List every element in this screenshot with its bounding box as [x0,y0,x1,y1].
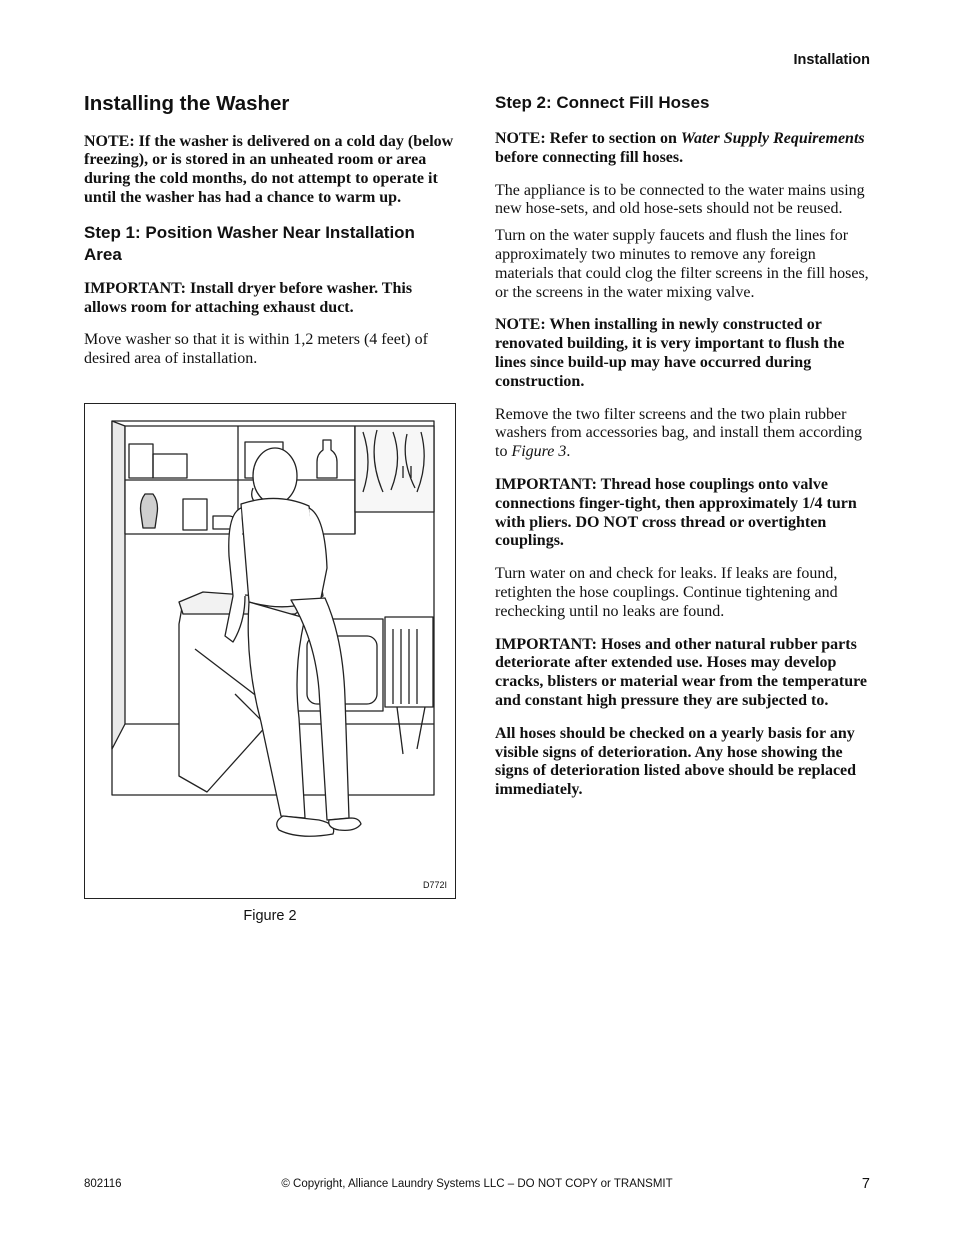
step2-heading: Step 2: Connect Fill Hoses [495,93,710,112]
copyright-notice: © Copyright, Alliance Laundry Systems LLC – DO NOT COPY or TRANSMIT [281,1178,673,1190]
new-building-note: NOTE: When installing in newly constructed or renovated building, it is very important to flush the lines since build-up may have occurred during construction. [495,316,845,390]
page-number: 7 [861,1176,870,1192]
move-washer-text: Move washer so that it is within 1,2 meters (4 feet) of desired area of installation. [84,331,428,368]
thread-couplings-important: IMPORTANT: Thread hose couplings onto valve connections finger-tight, then approximately 1/4 turn with pliers. DO NOT cross thread or overtighten couplings. [495,475,857,550]
right-column [495,92,873,814]
step1-heading: Step 1: Position Washer Near Installation Area [84,222,415,264]
left-column [84,92,456,383]
water-supply-note [495,130,873,168]
yearly-check-text: All hoses should be checked on a yearly basis for any visible signs of deterioration. Any hose showing the signs of deterioration listed above should be replaced immediately. [495,724,857,799]
water-supply-reference: Water Supply Requirements [680,130,865,147]
rubber-parts-important: IMPORTANT: Hoses and other natural rubber parts deteriorate after extended use. Hoses may develop cracks, blisters or material wear from the temperature and constant high pressure they are subjected to. [495,635,868,709]
filter-suffix: . [566,443,571,461]
page-title: Installing the Washer [84,92,290,115]
figure-3-reference: Figure 3 [511,443,567,461]
filter-prefix: Remove the two filter screens and the two plain rubber washers from accessories bag, and install them according to [495,405,862,461]
cold-weather-note: NOTE: If the washer is delivered on a cold day (below freezing), or is stored in an unheated room or area during the cold months, do not attempt to operate it until the washer has had a chance to warm up. [84,132,454,206]
document-number: 802116 [84,1178,122,1190]
flush-lines-text: Turn on the water supply faucets and flush the lines for approximately two minutes to remove any foreign materials that could clog the filter screens in the fill hoses, or the screens in the water mixing valve. [495,227,869,301]
note-suffix: before connecting fill hoses. [495,148,684,166]
note-prefix: NOTE: Refer to section on [495,130,681,147]
filter-screens-text [495,406,873,462]
install-dryer-important: IMPORTANT: Install dryer before washer. This allows room for attaching exhaust duct. [84,279,413,316]
figure-2-illustration [84,403,456,899]
figure-id-label: D772I [422,880,447,890]
section-header: Installation [793,52,870,68]
washer-installation-drawing [85,404,455,898]
hose-sets-text: The appliance is to be connected to the water mains using new hose-sets, and old hose-sets should not be reused. [495,181,865,218]
figure-caption: Figure 2 [243,908,297,924]
check-leaks-text: Turn water on and check for leaks. If leaks are found, retighten the hose couplings. Continue tightening and rechecking until no leaks are found. [495,565,838,620]
